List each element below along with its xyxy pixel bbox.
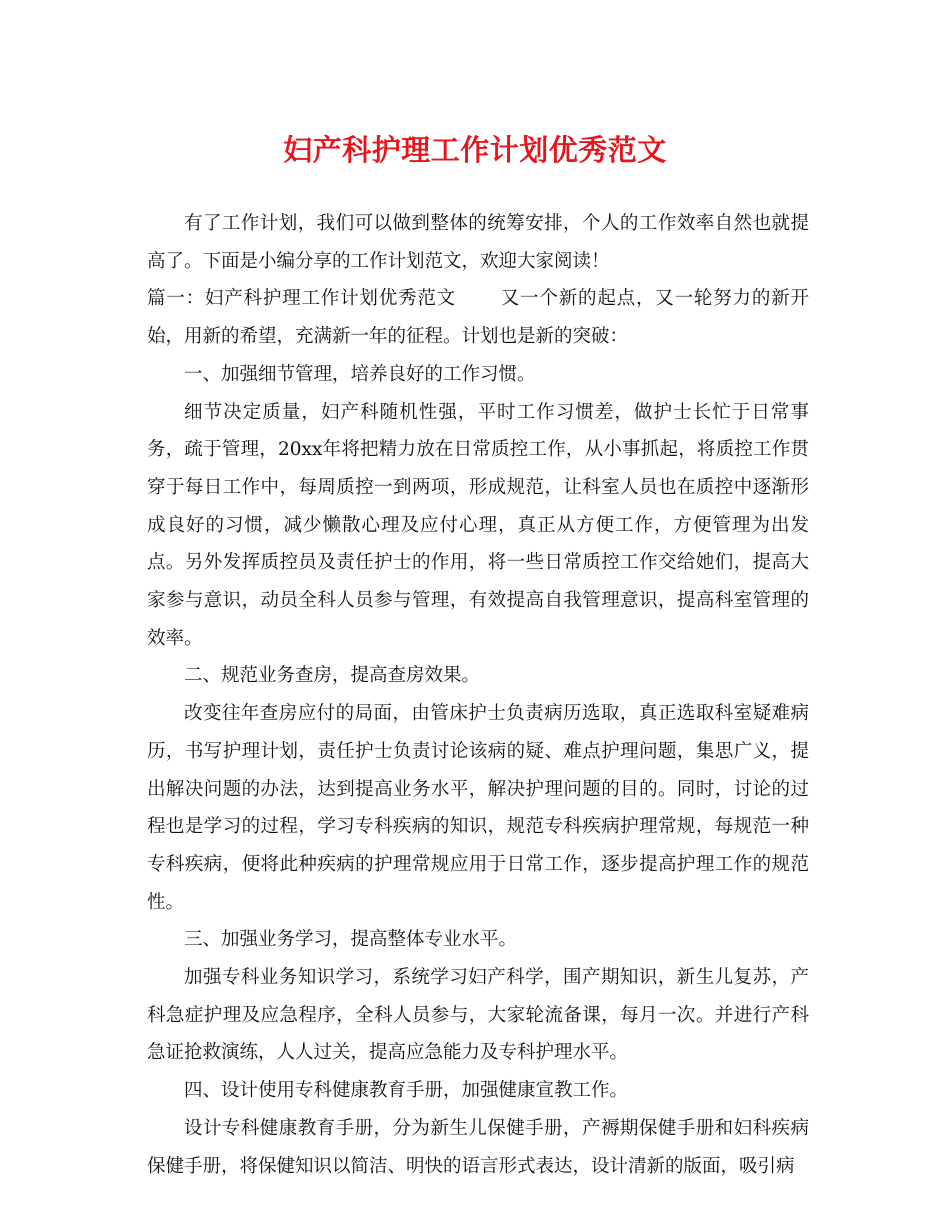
document-body [147, 205, 809, 1185]
intro-paragraph: 有了工作计划，我们可以做到整体的统筹安排，个人的工作效率自然也就提高了。下面是小编分享的工作计划范文，欢迎大家阅读！ [147, 213, 809, 272]
part1-opening: 又一个新的起点，又一轮努力的新开始，用新的希望，充满新一年的征程。计划也是新的突破： [147, 288, 809, 348]
part1-paragraph [147, 280, 809, 355]
section-paragraph-1: 细节决定质量，妇产科随机性强，平时工作习惯差，做护士长忙于日常事务，疏于管理，20xx年将把精力放在日常质控工作，从小事抓起，将质控工作贯穿于每日工作中，每周质控一到两项，形成规范，让科室人员也在质控中逐渐形成良好的习惯，减少懒散心理及应付心理，真正从方便工作，方便管理为出发点。另外发挥质控员及责任护士的作用，将一些日常质控工作交给她们，提高大家参与意识，动员全科人员参与管理，有效提高自我管理意识，提高科室管理的效率。 [147, 401, 809, 649]
section-heading-4: 四、设计使用专科健康教育手册，加强健康宣教工作。 [184, 1080, 629, 1102]
part1-label: 篇一：妇产科护理工作计划优秀范文 [147, 288, 456, 310]
section-heading-1: 一、加强细节管理，培养良好的工作习惯。 [184, 363, 536, 385]
section-heading-2: 二、规范业务查房，提高查房效果。 [184, 665, 481, 687]
section-heading-3: 三、加强业务学习，提高整体专业水平。 [184, 929, 518, 951]
section-paragraph-4: 设计专科健康教育手册，分为新生儿保健手册，产褥期保健手册和妇科疾病保健手册，将保健知识以简洁、明快的语言形式表达，设计清新的版面，吸引病 [147, 1117, 809, 1177]
section-paragraph-2: 改变往年查房应付的局面，由管床护士负责病历选取，真正选取科室疑难病历，书写护理计划，责任护士负责讨论该病的疑、难点护理问题，集思广义，提出解决问题的办法，达到提高业务水平，解决护理问题的目的。同时，讨论的过程也是学习的过程，学习专科疾病的知识，规范专科疾病护理常规，每规范一种专科疾病，便将此种疾病的护理常规应用于日常工作，逐步提高护理工作的规范性。 [147, 703, 809, 913]
section-paragraph-3: 加强专科业务知识学习，系统学习妇产科学，围产期知识，新生儿复苏，产科急症护理及应急程序，全科人员参与，大家轮流备课，每月一次。并进行产科急证抢救演练，人人过关，提高应急能力及专科护理水平。 [147, 967, 809, 1064]
document-title: 妇产科护理工作计划优秀范文 [283, 133, 667, 167]
